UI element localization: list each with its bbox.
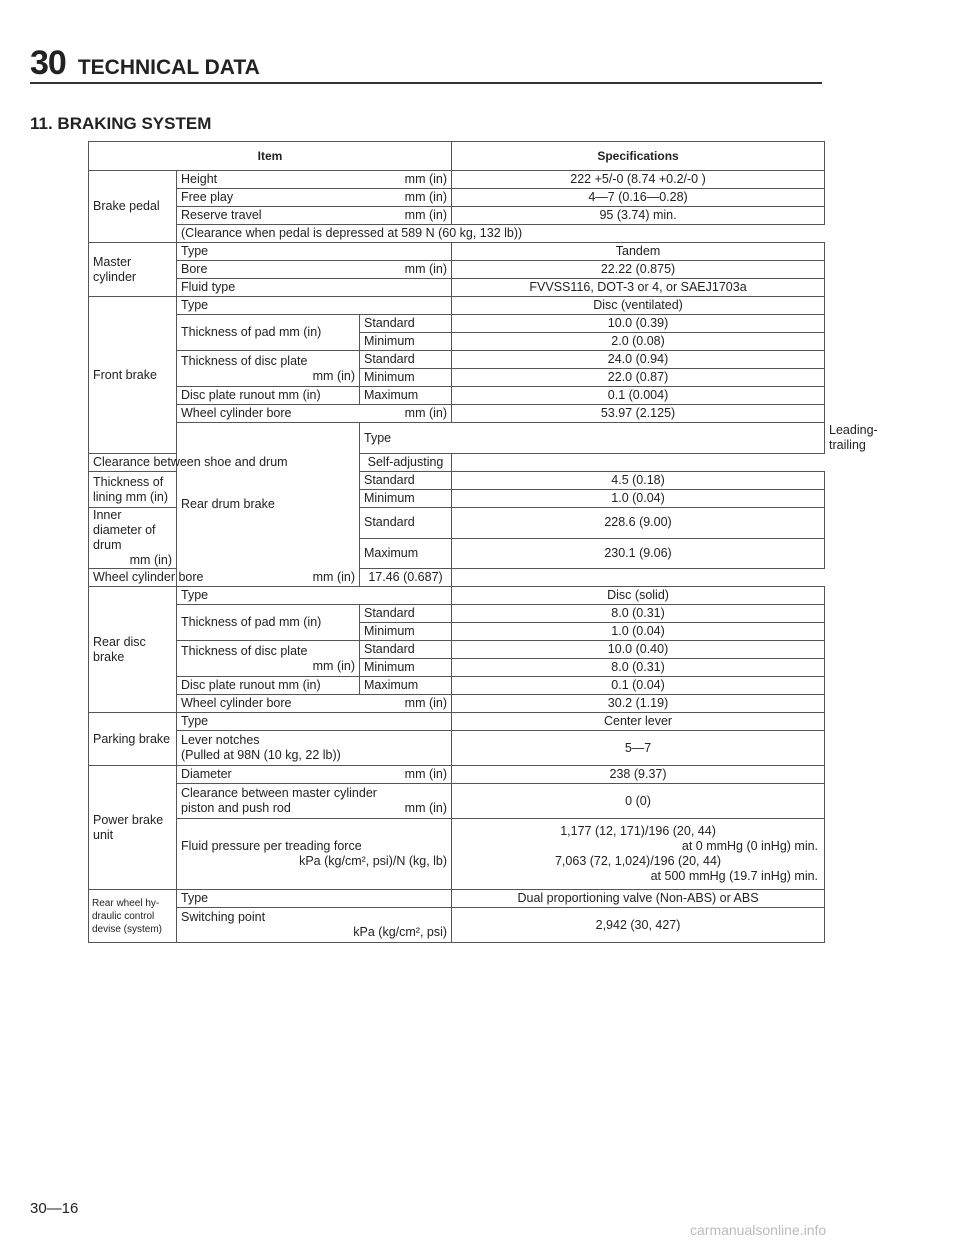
header-rule	[30, 82, 822, 84]
group-parking-brake: Parking brake	[89, 713, 177, 766]
group-brake-pedal: Brake pedal	[89, 171, 177, 243]
table-row: Minimum 22.0 (0.87)	[89, 369, 825, 387]
table-row: Rear wheel hy- draulic control devise (system) Type Dual proportioning valve (Non-ABS) or ABS	[89, 890, 825, 908]
table-row: Thickness of disc plate mm (in) Standard 10.0 (0.40)	[89, 641, 825, 659]
table-row: Power brake unit Diameter mm (in) 238 (9.37)	[89, 766, 825, 784]
table-row: Minimum 2.0 (0.08)	[89, 333, 825, 351]
table-row: Inner diameter of drum mm (in) Standard 228.6 (9.00)	[89, 508, 825, 539]
table-row: Free play mm (in) 4—7 (0.16—0.28)	[89, 189, 825, 207]
table-row: Rear disc brake Type Disc (solid)	[89, 587, 825, 605]
table-row: Wheel cylinder bore mm (in) 53.97 (2.125)	[89, 405, 825, 423]
table-row: Front brake Type Disc (ventilated)	[89, 297, 825, 315]
table-row: Thickness of pad mm (in) Standard 10.0 (0.39)	[89, 315, 825, 333]
table-row: Minimum 8.0 (0.31)	[89, 659, 825, 677]
table-row: Clearance between shoe and drum Self-adjusting	[89, 454, 825, 472]
table-row: Rear drum brake Type Leading-trailing	[89, 423, 825, 454]
table-row: Thickness of disc plate mm (in) Standard 24.0 (0.94)	[89, 351, 825, 369]
section-title: 11. BRAKING SYSTEM	[30, 114, 212, 133]
table-header-row	[89, 142, 825, 171]
table-row: Reserve travel mm (in) 95 (3.74) min.	[89, 207, 825, 225]
table-row	[89, 225, 825, 243]
group-front-brake: Front brake	[89, 297, 177, 454]
watermark: carmanualsonline.info	[690, 1222, 827, 1238]
pedal-note: (Clearance when pedal is depressed at 589 N (60 kg, 132 lb))	[177, 225, 825, 243]
table-row: Bore mm (in) 22.22 (0.875)	[89, 261, 825, 279]
spec-table	[88, 141, 878, 943]
table-row: Master cylinder Type Tandem	[89, 243, 825, 261]
chapter-title: TECHNICAL DATA	[77, 56, 260, 79]
chapter-number: 30	[30, 44, 66, 82]
table-row: Disc plate runout mm (in) Maximum 0.1 (0.04)	[89, 677, 825, 695]
table-row: Parking brake Type Center lever	[89, 713, 825, 731]
table-row: Minimum 1.0 (0.04)	[89, 490, 825, 508]
page-number: 30—16	[30, 1200, 79, 1217]
group-rear-drum: Rear drum brake	[177, 423, 360, 587]
page-header	[30, 44, 260, 83]
table-row: Disc plate runout mm (in) Maximum 0.1 (0.004)	[89, 387, 825, 405]
group-master-cylinder: Master cylinder	[89, 243, 177, 297]
table-row: Lever notches (Pulled at 98N (10 kg, 22 lb)) 5—7	[89, 731, 825, 766]
table-row: Wheel cylinder bore mm (in) 30.2 (1.19)	[89, 695, 825, 713]
table-row: Wheel cylinder bore mm (in) 17.46 (0.687)	[89, 569, 825, 587]
table-row: Thickness of lining mm (in) Standard 4.5 (0.18)	[89, 472, 825, 490]
table-row: Maximum 230.1 (9.06)	[89, 538, 825, 569]
table-row: Minimum 1.0 (0.04)	[89, 623, 825, 641]
table-row: Fluid type FVVSS116, DOT-3 or 4, or SAEJ1703a	[89, 279, 825, 297]
table-row: Fluid pressure per treading force kPa (kg/cm², psi)/N (kg, lb) 1,177 (12, 171)/196 (20, 44) at 0 mmHg (0 inHg) min. 7,063 (72, 1,024)/196 (20, 44) at 500 mmHg (19.7 inHg) min.	[89, 819, 825, 890]
table-row: Brake pedal Height mm (in) 222 +5/-0 (8.74 +0.2/-0 )	[89, 171, 825, 189]
item-header: Item	[89, 142, 452, 171]
table-row: Switching point kPa (kg/cm², psi) 2,942 (30, 427)	[89, 908, 825, 943]
table-row: Thickness of pad mm (in) Standard 8.0 (0.31)	[89, 605, 825, 623]
group-rear-hydraulic: Rear wheel hy- draulic control devise (system)	[89, 890, 177, 943]
table-row: Clearance between master cylinder piston and push rod mm (in) 0 (0)	[89, 784, 825, 819]
spec-header: Specifications	[452, 142, 825, 171]
group-power-brake: Power brake unit	[89, 766, 177, 890]
group-rear-disc: Rear disc brake	[89, 587, 177, 713]
